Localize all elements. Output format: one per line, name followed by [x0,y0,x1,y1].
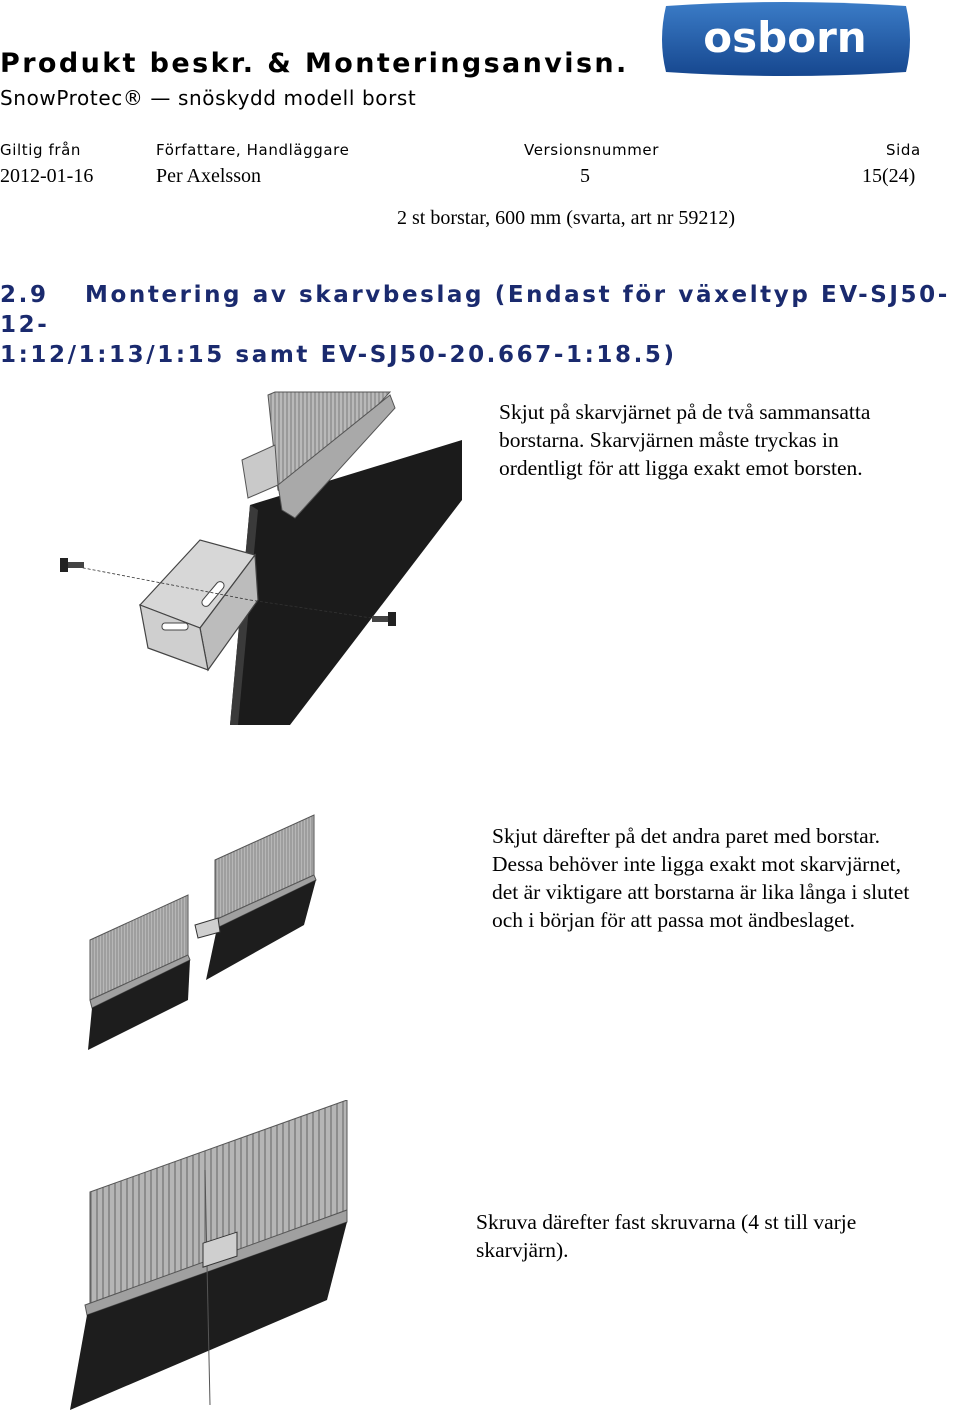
osborn-logo [656,2,914,78]
step-1-text: Skjut på skarvjärnet på de två sammansatta borstarna. Skarvjärnen måste tryckas in ordentligt för att ligga exakt emot borsten. [499,400,871,480]
section-title-line-2: 1:12/1:13/1:15 samt EV-SJ50-20.667-1:18.5) [0,342,677,368]
screw-left [60,558,84,572]
version-label: Versionsnummer [524,141,660,159]
figure-joint-bracket-assembly [50,390,470,730]
document-title: Produkt beskr. & Monteringsanvisn. [0,48,629,79]
valid-from-value: 2012-01-16 [0,165,94,187]
section-number: 2.9 [0,282,49,308]
figure-joined-brushes [65,1100,355,1412]
page-label: Sida [886,141,921,159]
section-title-line-1: Montering av skarvbeslag (Endast för växeltyp EV-SJ50-12- [0,282,950,338]
valid-from-label: Giltig från [0,141,82,159]
parts-line: 2 st borstar, 600 mm (svarta, art nr 59212) [397,207,736,229]
document-subtitle: SnowProtec® — snöskydd modell borst [0,86,417,110]
version-value: 5 [580,165,590,187]
logo-text: osborn [703,13,867,62]
page-value: 15(24) [862,165,916,187]
step-3-text: Skruva därefter fast skruvarna (4 st till varje skarvjärn). [476,1210,857,1262]
screw-right [372,612,396,626]
author-label: Författare, Handläggare [156,141,350,159]
section-heading [0,280,960,370]
step-2-text: Skjut därefter på det andra paret med borstar. Dessa behöver inte ligga exakt mot skarvjärnet, det är viktigare att borstarna är lika långa i slutet och i början för att passa mot ändbeslaget. [492,824,910,932]
author-value: Per Axelsson [156,165,261,187]
figure-brush-pairs [80,810,320,1060]
